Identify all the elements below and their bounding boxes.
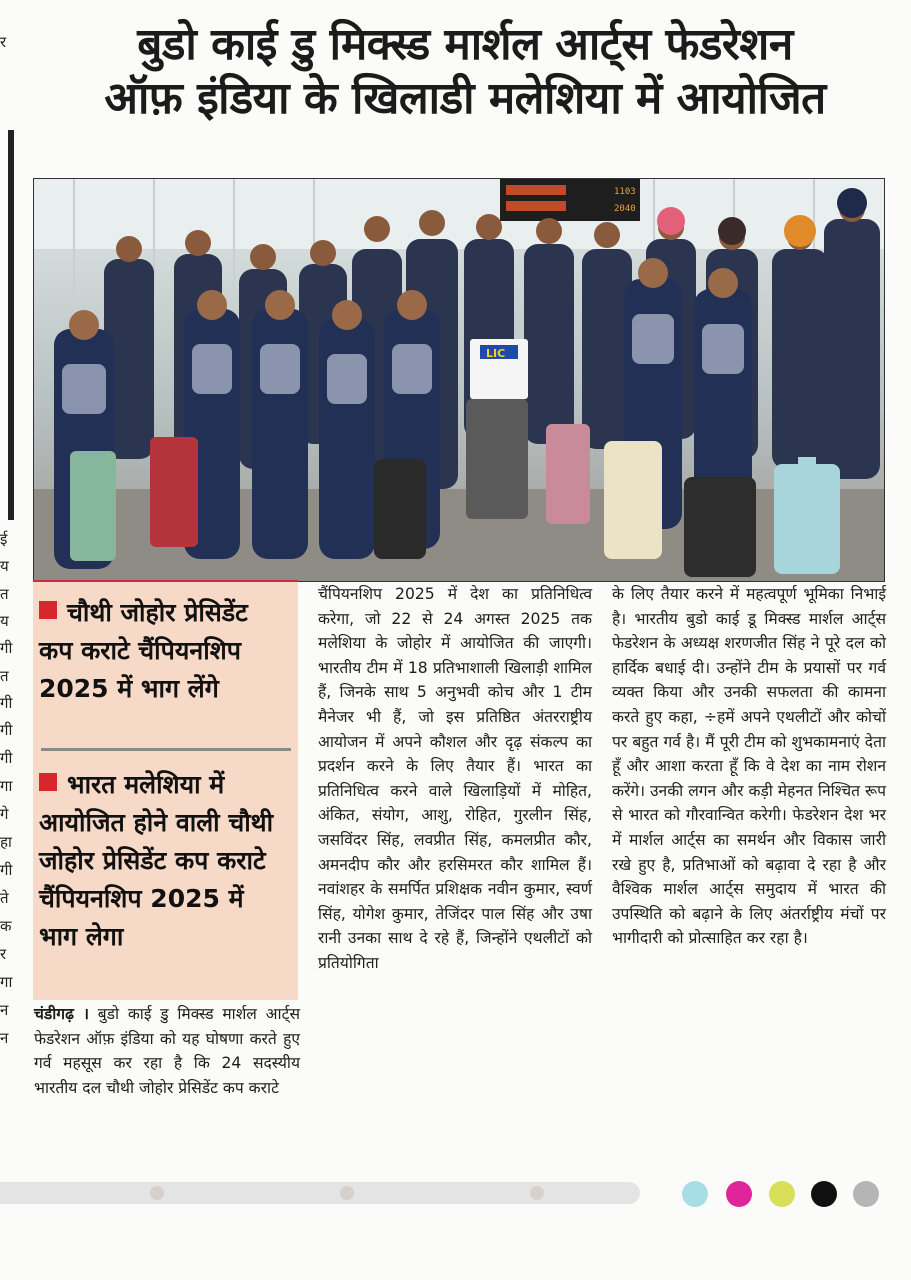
cyan-register-dot: [682, 1181, 708, 1207]
column-rule: [8, 130, 14, 520]
highlights-box: [33, 582, 298, 1000]
adjacent-text-fragment: गी: [0, 639, 13, 657]
adjacent-text-fragment: र: [0, 33, 7, 51]
adjacent-text-fragment: गा: [0, 777, 13, 795]
adjacent-text-fragment: गे: [0, 805, 9, 823]
adjacent-text-fragment: त: [0, 667, 9, 685]
team-photo-illustration: [34, 179, 884, 581]
dateline: चंडीगढ़ ।: [34, 1005, 89, 1023]
highlight-divider: [41, 748, 291, 751]
adjacent-text-fragment: क: [0, 917, 12, 935]
adjacent-text-fragment: हा: [0, 833, 12, 851]
yellow-register-dot: [769, 1181, 795, 1207]
gray-register-dot: [853, 1181, 879, 1207]
adjacent-text-fragment: ई: [0, 530, 8, 548]
bullet-square-icon: [39, 773, 57, 791]
faded-register-dot: [150, 1186, 164, 1200]
adjacent-text-fragment: गी: [0, 749, 13, 767]
adjacent-text-fragment: न: [0, 1001, 9, 1019]
article-column-3: [612, 582, 886, 951]
headline-line-1: बुडो काई डु मिक्स्ड मार्शल आर्ट्स फेडरेशन: [137, 19, 793, 70]
faded-register-dot: [340, 1186, 354, 1200]
article-column-2: [318, 582, 592, 976]
highlight-item: [39, 766, 289, 956]
board-time-2: 2040: [614, 204, 636, 214]
adjacent-text-fragment: य: [0, 612, 9, 630]
highlight-text-2: भारत मलेशिया में आयोजित होने वाली चौथी जोहोर प्रेसिडेंट कप कराटे चैंपियनशिप 2025 में भाग लेगा: [39, 770, 274, 951]
magenta-register-dot: [726, 1181, 752, 1207]
article-text-col3: के लिए तैयार करने में महत्वपूर्ण भूमिका निभाई है। भारतीय बुडो काई डू मिक्स्ड मार्शल आर्ट्स फेडरेशन के अध्यक्ष शरणजीत सिंह ने पूरे दल को हार्दिक बधाई दी। उन्होंने टीम के प्रयासों पर गर्व व्यक्त किया और उनकी सफलता की कामना करते हुए कहा, ÷हमें अपने एथलीटों और कोचों पर बहुत गर्व है। मैं पूरी टीम को शुभकामनाएं देता हूँ और आशा करता हूँ कि वे देश का नाम रोशन करेंगे। उनकी लगन और कड़ी मेहनत निश्चित रूप से भारत को गौरवान्वित करेगी। फेडरेशन देश भर में मार्शल आर्ट्स का समर्थन और विकास जारी रखे हुए है, प्रतिभाओं को बढ़ावा दे रहा है और वैश्विक मार्शल आर्ट्स समुदाय में भारत की उपस्थिति को बढ़ाने के लिए अंतर्राष्ट्रीय मंचों पर भागीदारी को प्रोत्साहित कर रहा है।: [612, 585, 886, 948]
adjacent-text-fragment: न: [0, 1029, 9, 1047]
adjacent-text-fragment: गा: [0, 973, 13, 991]
faded-register-dot: [530, 1186, 544, 1200]
adjacent-text-fragment: गी: [0, 861, 13, 879]
board-time-1: 1103: [614, 187, 636, 197]
article-column-1: [34, 1002, 300, 1100]
headline: [30, 18, 900, 126]
adjacent-text-fragment: गी: [0, 721, 13, 739]
print-registration-bar: [0, 1182, 640, 1204]
lic-banner: LIC: [486, 347, 506, 360]
black-register-dot: [811, 1181, 837, 1207]
bullet-square-icon: [39, 601, 57, 619]
team-photo: [33, 178, 885, 582]
headline-line-2: ऑफ़ इंडिया के खिलाडी मलेशिया में आयोजित: [104, 73, 826, 124]
adjacent-text-fragment: र: [0, 945, 7, 963]
article-text-col2: चैंपियनशिप 2025 में देश का प्रतिनिधित्व करेगा, जो 22 से 24 अगस्त 2025 तक मलेशिया के जोहोर में आयोजित की जाएगी। भारतीय टीम में 18 प्रतिभाशाली खिलाड़ी शामिल हैं, जिनके साथ 5 अनुभवी कोच और 1 टीम मैनेजर भी हैं, जो इस प्रतिष्ठित अंतरराष्ट्रीय आयोजन में अपने कौशल और दृढ़ संकल्प का प्रदर्शन करने के लिए तैयार हैं। भारत का प्रतिनिधित्व करने वाले खिलाड़ियों में मोहित, अंकित, संयोग, आशु, रोहित, गुरलीन सिंह, जसविंदर सिंह, लवप्रीत सिंह, कमलप्रीत कौर, अमनदीप कौर और हरसिमरत कौर शामिल हैं। नवांशहर के समर्पित प्रशिक्षक नवीन कुमार, स्वर्ण सिंह, योगेश कुमार, तेजिंदर पाल सिंह और उषा रानी उनका साथ दे रहे हैं, जिन्होंने एथलीटों को प्रतियोगिता: [318, 585, 592, 972]
adjacent-text-fragment: त: [0, 585, 9, 603]
adjacent-text-fragment: य: [0, 557, 9, 575]
highlight-item: [39, 594, 289, 708]
adjacent-text-fragment: ते: [0, 889, 9, 907]
adjacent-text-fragment: गी: [0, 694, 13, 712]
highlight-text-1: चौथी जोहोर प्रेसिडेंट कप कराटे चैंपियनशिप 2025 में भाग लेंगे: [39, 598, 248, 703]
article-text-col1: बुडो काई डु मिक्स्ड मार्शल आर्ट्स फेडरेशन ऑफ़ इंडिया को यह घोषणा करते हुए गर्व महसूस कर रहा है कि 24 सदस्यीय भारतीय दल चौथी जोहोर प्रेसिडेंट कप कराटे: [34, 1005, 300, 1097]
